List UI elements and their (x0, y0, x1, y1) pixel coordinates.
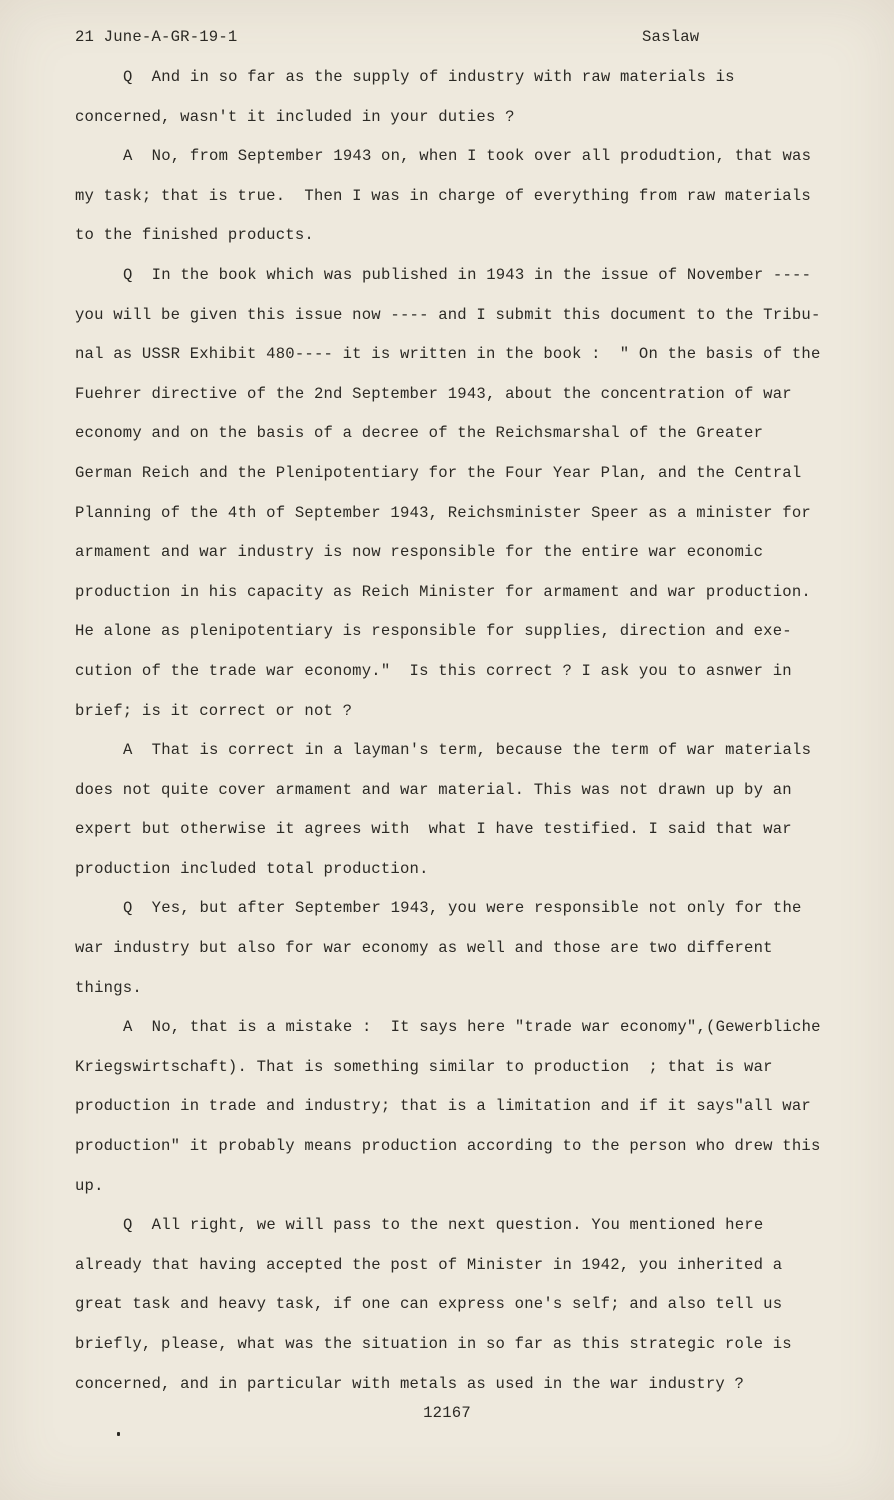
paragraph (75, 58, 835, 137)
paragraph (75, 137, 835, 256)
text-line: war industry but also for war economy as well and those are two different (75, 939, 773, 958)
text-line: He alone as plenipotentiary is responsible for supplies, direction and exe- (75, 622, 792, 641)
text-line: Q Yes, but after September 1943, you were responsible not only for the (123, 899, 802, 918)
text-line: Q All right, we will pass to the next question. You mentioned here (123, 1216, 764, 1235)
text-line: armament and war industry is now responsible for the entire war economic (75, 543, 764, 562)
header-name: Saslaw (642, 28, 700, 46)
margin-dot (117, 1432, 120, 1436)
text-line: A No, from September 1943 on, when I took over all produdtion, that was (123, 147, 812, 166)
text-line: expert but otherwise it agrees with what I have testified. I said that war (75, 820, 792, 839)
text-line: my task; that is true. Then I was in charge of everything from raw materials (75, 186, 811, 205)
header-reference: 21 June-A-GR-19-1 (75, 28, 238, 46)
text-line: concerned, wasn't it included in your duties ? (75, 107, 515, 126)
text-line: already that having accepted the post of Minister in 1942, you inherited a (75, 1255, 783, 1274)
text-line: production" it probably means production according to the person who drew this (75, 1137, 821, 1156)
text-line: to the finished products. (75, 226, 314, 245)
text-line: concerned, and in particular with metals as used in the war industry ? (75, 1374, 745, 1393)
text-line: Planning of the 4th of September 1943, Reichsminister Speer as a minister for (75, 503, 811, 522)
text-line: production included total production. (75, 859, 429, 878)
text-line: brief; is it correct or not ? (75, 701, 353, 720)
text-line: A That is correct in a layman's term, because the term of war materials (123, 741, 812, 760)
text-line: briefly, please, what was the situation in so far as this strategic role is (75, 1335, 792, 1353)
page-number: 12167 (423, 1404, 471, 1422)
paragraph (75, 889, 835, 1008)
text-line: up. (75, 1176, 104, 1195)
paragraph (75, 1206, 835, 1404)
text-line: production in trade and industry; that is a limitation and if it says"all war (75, 1097, 811, 1116)
text-line: cution of the trade war economy." Is this correct ? I ask you to asnwer in (75, 661, 792, 680)
transcript-body (75, 58, 835, 1404)
text-line: great task and heavy task, if one can express one's self; and also tell us (75, 1295, 783, 1314)
text-line: nal as USSR Exhibit 480---- it is written in the book : " On the basis of the (75, 345, 821, 364)
text-line: Q In the book which was published in 1943 in the issue of November ---- (123, 265, 812, 284)
text-line: does not quite cover armament and war material. This was not drawn up by an (75, 780, 792, 799)
paragraph (75, 1008, 835, 1206)
text-line: economy and on the basis of a decree of the Reichsmarshal of the Greater (75, 424, 764, 443)
paragraph (75, 731, 835, 889)
paragraph (75, 256, 835, 731)
text-line: things. (75, 978, 142, 997)
text-line: Fuehrer directive of the 2nd September 1943, about the concentration of war (75, 384, 792, 403)
text-line: you will be given this issue now ---- and I submit this document to the Tribu- (75, 305, 821, 324)
text-line: German Reich and the Plenipotentiary for the Four Year Plan, and the Central (75, 463, 802, 482)
text-line: Kriegswirtschaft). That is something similar to production ; that is war (75, 1057, 773, 1076)
text-line: A No, that is a mistake : It says here "trade war economy",(Gewerbliche (123, 1018, 821, 1037)
text-line: Q And in so far as the supply of industry with raw materials is (123, 68, 735, 86)
text-line: production in his capacity as Reich Minister for armament and war production. (75, 582, 811, 601)
